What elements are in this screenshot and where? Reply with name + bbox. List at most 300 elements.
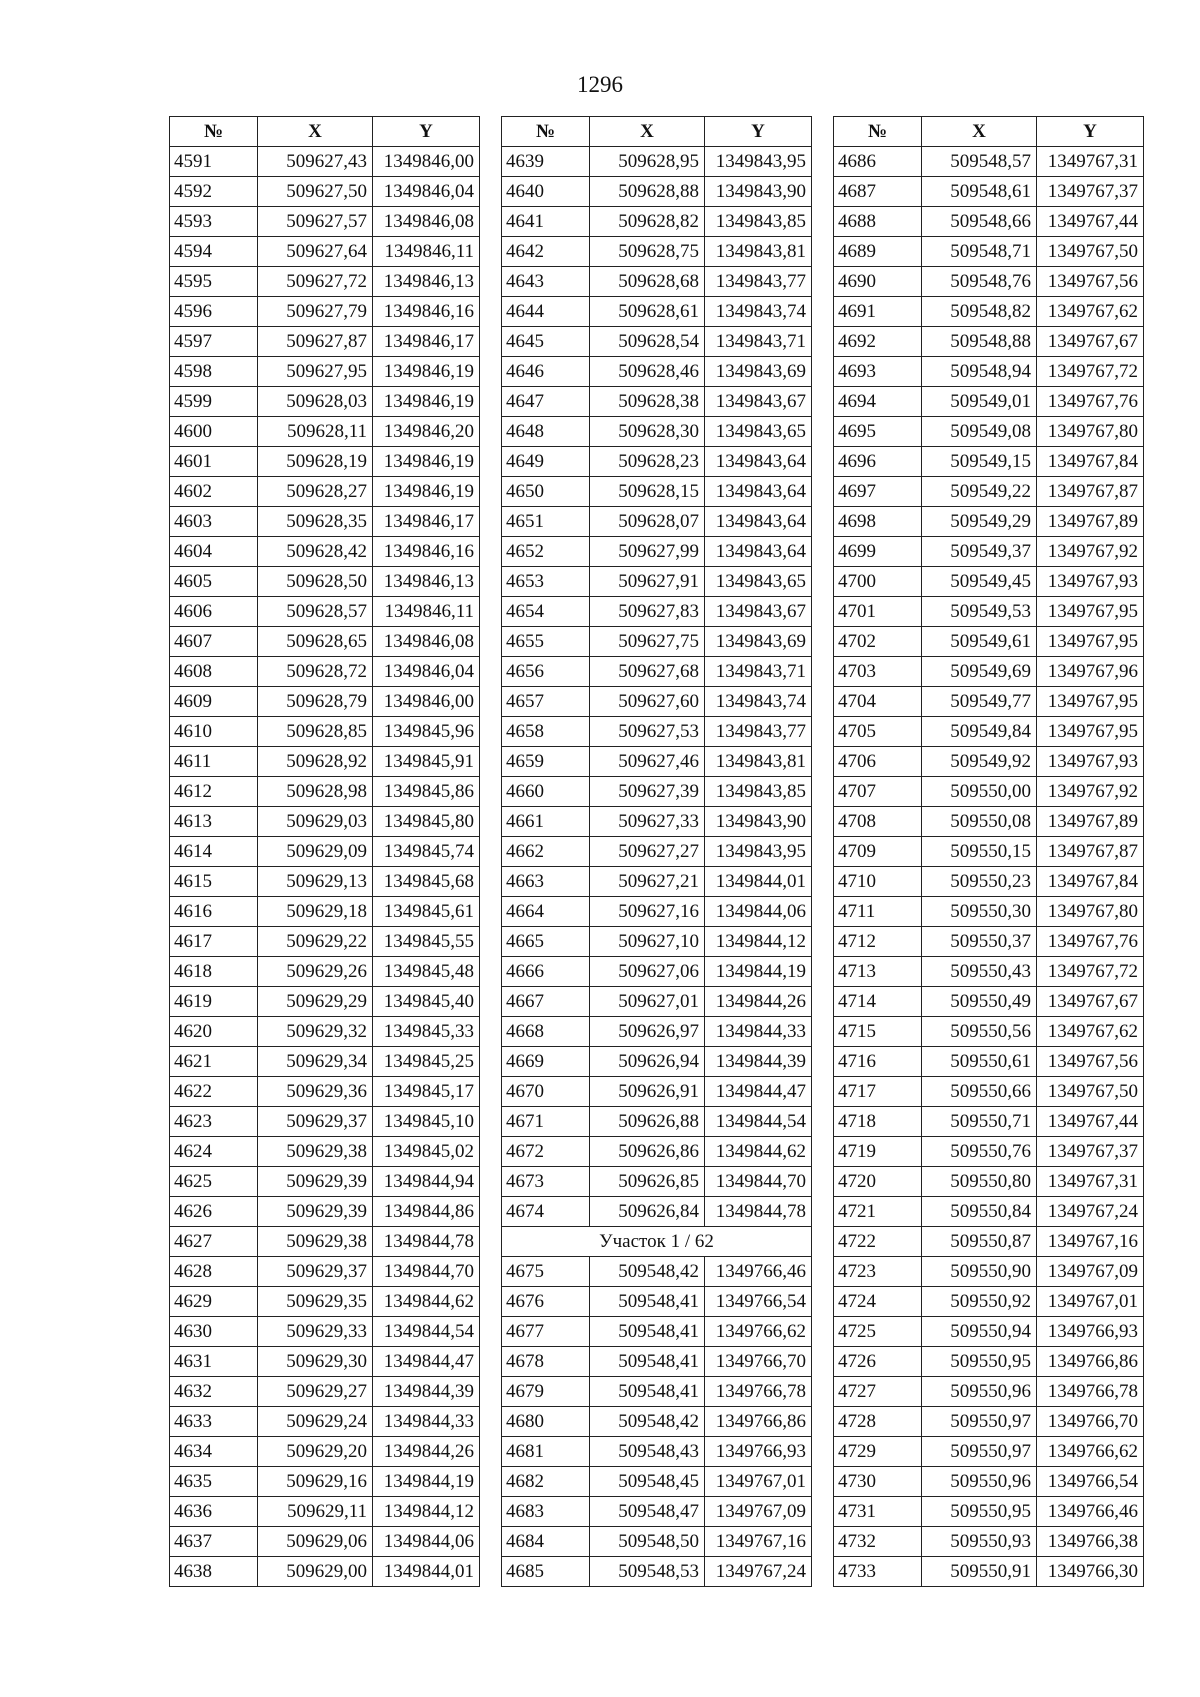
table-row xyxy=(170,1047,480,1077)
y-coordinate-cell: 1349767,93 xyxy=(1037,747,1144,777)
point-number-cell: 4667 xyxy=(502,987,590,1017)
point-number-cell: 4659 xyxy=(502,747,590,777)
point-number-cell: 4723 xyxy=(834,1257,922,1287)
point-number-cell: 4646 xyxy=(502,357,590,387)
table-row xyxy=(502,1197,812,1227)
table-row xyxy=(834,1047,1144,1077)
y-coordinate-cell: 1349767,76 xyxy=(1037,927,1144,957)
y-coordinate-cell: 1349845,91 xyxy=(373,747,480,777)
x-coordinate-cell: 509549,92 xyxy=(922,747,1037,777)
point-number-cell: 4722 xyxy=(834,1227,922,1257)
point-number-cell: 4609 xyxy=(170,687,258,717)
coordinates-table-1 xyxy=(169,116,480,1587)
y-coordinate-cell: 1349844,06 xyxy=(373,1527,480,1557)
y-coordinate-cell: 1349767,67 xyxy=(1037,987,1144,1017)
x-coordinate-cell: 509550,71 xyxy=(922,1107,1037,1137)
point-number-cell: 4669 xyxy=(502,1047,590,1077)
table-row xyxy=(170,717,480,747)
point-number-cell: 4683 xyxy=(502,1497,590,1527)
y-coordinate-cell: 1349767,87 xyxy=(1037,477,1144,507)
x-coordinate-cell: 509628,35 xyxy=(258,507,373,537)
x-coordinate-cell: 509628,61 xyxy=(590,297,705,327)
point-number-cell: 4649 xyxy=(502,447,590,477)
point-number-cell: 4677 xyxy=(502,1317,590,1347)
x-coordinate-cell: 509627,60 xyxy=(590,687,705,717)
y-coordinate-cell: 1349844,12 xyxy=(373,1497,480,1527)
x-coordinate-cell: 509627,68 xyxy=(590,657,705,687)
x-coordinate-cell: 509628,03 xyxy=(258,387,373,417)
point-number-cell: 4664 xyxy=(502,897,590,927)
point-number-cell: 4658 xyxy=(502,717,590,747)
point-number-cell: 4620 xyxy=(170,1017,258,1047)
x-coordinate-cell: 509628,15 xyxy=(590,477,705,507)
y-coordinate-cell: 1349845,61 xyxy=(373,897,480,927)
y-coordinate-cell: 1349766,62 xyxy=(1037,1437,1144,1467)
table-row xyxy=(502,1137,812,1167)
y-coordinate-cell: 1349844,01 xyxy=(373,1557,480,1587)
point-number-cell: 4604 xyxy=(170,537,258,567)
y-coordinate-cell: 1349846,19 xyxy=(373,357,480,387)
table-row xyxy=(170,1347,480,1377)
coordinates-table-3 xyxy=(833,116,1144,1587)
table-row xyxy=(170,1317,480,1347)
x-coordinate-cell: 509629,38 xyxy=(258,1137,373,1167)
point-number-cell: 4637 xyxy=(170,1527,258,1557)
table-row xyxy=(502,267,812,297)
y-coordinate-cell: 1349844,70 xyxy=(705,1167,812,1197)
table-row xyxy=(502,867,812,897)
x-coordinate-cell: 509628,57 xyxy=(258,597,373,627)
table-row xyxy=(502,657,812,687)
x-coordinate-cell: 509628,79 xyxy=(258,687,373,717)
point-number-cell: 4675 xyxy=(502,1257,590,1287)
point-number-cell: 4680 xyxy=(502,1407,590,1437)
table-row xyxy=(834,1197,1144,1227)
y-coordinate-cell: 1349766,54 xyxy=(1037,1467,1144,1497)
table-row xyxy=(502,597,812,627)
y-coordinate-cell: 1349766,46 xyxy=(1037,1497,1144,1527)
table-row xyxy=(170,267,480,297)
table-row xyxy=(834,297,1144,327)
y-coordinate-cell: 1349844,47 xyxy=(373,1347,480,1377)
y-coordinate-cell: 1349767,95 xyxy=(1037,687,1144,717)
y-coordinate-cell: 1349844,39 xyxy=(373,1377,480,1407)
table-body xyxy=(170,147,480,1587)
section-row xyxy=(502,1227,812,1257)
point-number-cell: 4732 xyxy=(834,1527,922,1557)
y-coordinate-cell: 1349843,90 xyxy=(705,177,812,207)
x-coordinate-cell: 509628,88 xyxy=(590,177,705,207)
x-coordinate-cell: 509626,86 xyxy=(590,1137,705,1167)
x-coordinate-cell: 509629,24 xyxy=(258,1407,373,1437)
point-number-cell: 4624 xyxy=(170,1137,258,1167)
y-coordinate-cell: 1349767,62 xyxy=(1037,297,1144,327)
x-coordinate-cell: 509548,47 xyxy=(590,1497,705,1527)
table-row xyxy=(170,537,480,567)
column-header-x: X xyxy=(258,117,373,147)
point-number-cell: 4607 xyxy=(170,627,258,657)
y-coordinate-cell: 1349767,09 xyxy=(1037,1257,1144,1287)
y-coordinate-cell: 1349846,13 xyxy=(373,267,480,297)
y-coordinate-cell: 1349845,33 xyxy=(373,1017,480,1047)
y-coordinate-cell: 1349843,64 xyxy=(705,447,812,477)
table-row xyxy=(502,1407,812,1437)
y-coordinate-cell: 1349845,80 xyxy=(373,807,480,837)
x-coordinate-cell: 509629,37 xyxy=(258,1257,373,1287)
point-number-cell: 4698 xyxy=(834,507,922,537)
point-number-cell: 4681 xyxy=(502,1437,590,1467)
y-coordinate-cell: 1349766,78 xyxy=(705,1377,812,1407)
x-coordinate-cell: 509549,15 xyxy=(922,447,1037,477)
y-coordinate-cell: 1349843,77 xyxy=(705,717,812,747)
x-coordinate-cell: 509548,94 xyxy=(922,357,1037,387)
point-number-cell: 4644 xyxy=(502,297,590,327)
x-coordinate-cell: 509549,77 xyxy=(922,687,1037,717)
point-number-cell: 4656 xyxy=(502,657,590,687)
x-coordinate-cell: 509627,43 xyxy=(258,147,373,177)
table-row xyxy=(502,717,812,747)
table-row xyxy=(834,1497,1144,1527)
x-coordinate-cell: 509626,84 xyxy=(590,1197,705,1227)
table-row xyxy=(834,1227,1144,1257)
table-row xyxy=(834,717,1144,747)
point-number-cell: 4603 xyxy=(170,507,258,537)
table-row xyxy=(502,357,812,387)
point-number-cell: 4597 xyxy=(170,327,258,357)
y-coordinate-cell: 1349767,50 xyxy=(1037,1077,1144,1107)
y-coordinate-cell: 1349846,19 xyxy=(373,447,480,477)
table-row xyxy=(834,897,1144,927)
point-number-cell: 4605 xyxy=(170,567,258,597)
y-coordinate-cell: 1349767,92 xyxy=(1037,537,1144,567)
table-row xyxy=(170,777,480,807)
y-coordinate-cell: 1349844,54 xyxy=(373,1317,480,1347)
x-coordinate-cell: 509549,45 xyxy=(922,567,1037,597)
table-row xyxy=(502,207,812,237)
x-coordinate-cell: 509550,97 xyxy=(922,1407,1037,1437)
table-row xyxy=(502,627,812,657)
x-coordinate-cell: 509629,13 xyxy=(258,867,373,897)
point-number-cell: 4687 xyxy=(834,177,922,207)
point-number-cell: 4708 xyxy=(834,807,922,837)
table-row xyxy=(834,537,1144,567)
y-coordinate-cell: 1349843,95 xyxy=(705,837,812,867)
x-coordinate-cell: 509629,03 xyxy=(258,807,373,837)
table-row xyxy=(834,927,1144,957)
x-coordinate-cell: 509550,15 xyxy=(922,837,1037,867)
y-coordinate-cell: 1349844,78 xyxy=(373,1227,480,1257)
x-coordinate-cell: 509627,87 xyxy=(258,327,373,357)
x-coordinate-cell: 509550,87 xyxy=(922,1227,1037,1257)
point-number-cell: 4655 xyxy=(502,627,590,657)
x-coordinate-cell: 509627,99 xyxy=(590,537,705,567)
point-number-cell: 4710 xyxy=(834,867,922,897)
x-coordinate-cell: 509549,29 xyxy=(922,507,1037,537)
y-coordinate-cell: 1349767,67 xyxy=(1037,327,1144,357)
y-coordinate-cell: 1349767,80 xyxy=(1037,417,1144,447)
x-coordinate-cell: 509550,95 xyxy=(922,1347,1037,1377)
x-coordinate-cell: 509627,33 xyxy=(590,807,705,837)
point-number-cell: 4674 xyxy=(502,1197,590,1227)
point-number-cell: 4689 xyxy=(834,237,922,267)
table-row xyxy=(502,837,812,867)
x-coordinate-cell: 509548,42 xyxy=(590,1407,705,1437)
point-number-cell: 4724 xyxy=(834,1287,922,1317)
y-coordinate-cell: 1349846,00 xyxy=(373,147,480,177)
x-coordinate-cell: 509550,30 xyxy=(922,897,1037,927)
table-row xyxy=(170,1437,480,1467)
y-coordinate-cell: 1349846,16 xyxy=(373,537,480,567)
x-coordinate-cell: 509626,91 xyxy=(590,1077,705,1107)
x-coordinate-cell: 509627,16 xyxy=(590,897,705,927)
y-coordinate-cell: 1349846,08 xyxy=(373,627,480,657)
y-coordinate-cell: 1349767,96 xyxy=(1037,657,1144,687)
table-body xyxy=(834,147,1144,1587)
x-coordinate-cell: 509550,90 xyxy=(922,1257,1037,1287)
table-row xyxy=(502,897,812,927)
x-coordinate-cell: 509627,01 xyxy=(590,987,705,1017)
x-coordinate-cell: 509627,06 xyxy=(590,957,705,987)
table-row xyxy=(502,237,812,267)
table-row xyxy=(502,387,812,417)
point-number-cell: 4614 xyxy=(170,837,258,867)
x-coordinate-cell: 509627,75 xyxy=(590,627,705,657)
x-coordinate-cell: 509628,75 xyxy=(590,237,705,267)
point-number-cell: 4704 xyxy=(834,687,922,717)
table-row xyxy=(502,1467,812,1497)
table-row xyxy=(834,1017,1144,1047)
table-row xyxy=(834,357,1144,387)
y-coordinate-cell: 1349843,71 xyxy=(705,657,812,687)
table-row xyxy=(834,1257,1144,1287)
x-coordinate-cell: 509628,11 xyxy=(258,417,373,447)
x-coordinate-cell: 509549,69 xyxy=(922,657,1037,687)
table-row xyxy=(502,477,812,507)
x-coordinate-cell: 509629,34 xyxy=(258,1047,373,1077)
y-coordinate-cell: 1349843,77 xyxy=(705,267,812,297)
x-coordinate-cell: 509629,11 xyxy=(258,1497,373,1527)
x-coordinate-cell: 509629,20 xyxy=(258,1437,373,1467)
point-number-cell: 4617 xyxy=(170,927,258,957)
y-coordinate-cell: 1349843,85 xyxy=(705,777,812,807)
point-number-cell: 4685 xyxy=(502,1557,590,1587)
table-row xyxy=(834,147,1144,177)
y-coordinate-cell: 1349766,70 xyxy=(1037,1407,1144,1437)
table-row xyxy=(834,567,1144,597)
x-coordinate-cell: 509548,41 xyxy=(590,1347,705,1377)
point-number-cell: 4686 xyxy=(834,147,922,177)
x-coordinate-cell: 509629,27 xyxy=(258,1377,373,1407)
column-header-number: № xyxy=(834,117,922,147)
y-coordinate-cell: 1349843,67 xyxy=(705,387,812,417)
y-coordinate-cell: 1349766,62 xyxy=(705,1317,812,1347)
x-coordinate-cell: 509629,06 xyxy=(258,1527,373,1557)
x-coordinate-cell: 509548,61 xyxy=(922,177,1037,207)
point-number-cell: 4694 xyxy=(834,387,922,417)
y-coordinate-cell: 1349845,02 xyxy=(373,1137,480,1167)
y-coordinate-cell: 1349767,24 xyxy=(1037,1197,1144,1227)
y-coordinate-cell: 1349846,20 xyxy=(373,417,480,447)
point-number-cell: 4613 xyxy=(170,807,258,837)
table-header-row xyxy=(502,117,812,147)
table-row xyxy=(502,1257,812,1287)
table-row xyxy=(170,1557,480,1587)
table-row xyxy=(170,417,480,447)
y-coordinate-cell: 1349844,54 xyxy=(705,1107,812,1137)
table-row xyxy=(502,1527,812,1557)
x-coordinate-cell: 509548,41 xyxy=(590,1377,705,1407)
column-header-number: № xyxy=(170,117,258,147)
x-coordinate-cell: 509550,93 xyxy=(922,1527,1037,1557)
point-number-cell: 4703 xyxy=(834,657,922,687)
table-row xyxy=(834,1467,1144,1497)
point-number-cell: 4691 xyxy=(834,297,922,327)
y-coordinate-cell: 1349843,85 xyxy=(705,207,812,237)
x-coordinate-cell: 509627,91 xyxy=(590,567,705,597)
table-row xyxy=(834,1557,1144,1587)
column-header-x: X xyxy=(590,117,705,147)
table-row xyxy=(502,417,812,447)
x-coordinate-cell: 509629,36 xyxy=(258,1077,373,1107)
point-number-cell: 4684 xyxy=(502,1527,590,1557)
point-number-cell: 4635 xyxy=(170,1467,258,1497)
point-number-cell: 4716 xyxy=(834,1047,922,1077)
x-coordinate-cell: 509626,97 xyxy=(590,1017,705,1047)
y-coordinate-cell: 1349767,87 xyxy=(1037,837,1144,867)
y-coordinate-cell: 1349846,17 xyxy=(373,507,480,537)
y-coordinate-cell: 1349845,96 xyxy=(373,717,480,747)
table-row xyxy=(834,597,1144,627)
table-row xyxy=(502,507,812,537)
x-coordinate-cell: 509550,37 xyxy=(922,927,1037,957)
table-row xyxy=(170,1407,480,1437)
table-row xyxy=(170,207,480,237)
x-coordinate-cell: 509627,83 xyxy=(590,597,705,627)
y-coordinate-cell: 1349843,71 xyxy=(705,327,812,357)
x-coordinate-cell: 509550,76 xyxy=(922,1137,1037,1167)
y-coordinate-cell: 1349846,04 xyxy=(373,177,480,207)
table-row xyxy=(834,1347,1144,1377)
y-coordinate-cell: 1349844,70 xyxy=(373,1257,480,1287)
table-row xyxy=(170,1527,480,1557)
page-number: 1296 xyxy=(577,72,623,97)
x-coordinate-cell: 509548,66 xyxy=(922,207,1037,237)
x-coordinate-cell: 509627,39 xyxy=(590,777,705,807)
y-coordinate-cell: 1349844,01 xyxy=(705,867,812,897)
table-body xyxy=(502,147,812,1587)
x-coordinate-cell: 509628,68 xyxy=(590,267,705,297)
x-coordinate-cell: 509628,23 xyxy=(590,447,705,477)
point-number-cell: 4598 xyxy=(170,357,258,387)
y-coordinate-cell: 1349846,11 xyxy=(373,597,480,627)
x-coordinate-cell: 509629,39 xyxy=(258,1167,373,1197)
x-coordinate-cell: 509550,84 xyxy=(922,1197,1037,1227)
point-number-cell: 4618 xyxy=(170,957,258,987)
point-number-cell: 4627 xyxy=(170,1227,258,1257)
point-number-cell: 4727 xyxy=(834,1377,922,1407)
point-number-cell: 4676 xyxy=(502,1287,590,1317)
table-row xyxy=(502,177,812,207)
table-row xyxy=(170,627,480,657)
table-row xyxy=(834,1407,1144,1437)
table-row xyxy=(834,387,1144,417)
point-number-cell: 4653 xyxy=(502,567,590,597)
y-coordinate-cell: 1349766,86 xyxy=(1037,1347,1144,1377)
x-coordinate-cell: 509550,94 xyxy=(922,1317,1037,1347)
point-number-cell: 4660 xyxy=(502,777,590,807)
point-number-cell: 4705 xyxy=(834,717,922,747)
y-coordinate-cell: 1349767,95 xyxy=(1037,627,1144,657)
point-number-cell: 4688 xyxy=(834,207,922,237)
y-coordinate-cell: 1349767,01 xyxy=(1037,1287,1144,1317)
table-row xyxy=(834,747,1144,777)
table-header-row xyxy=(834,117,1144,147)
x-coordinate-cell: 509628,72 xyxy=(258,657,373,687)
point-number-cell: 4599 xyxy=(170,387,258,417)
y-coordinate-cell: 1349767,89 xyxy=(1037,807,1144,837)
table-row xyxy=(834,1287,1144,1317)
point-number-cell: 4673 xyxy=(502,1167,590,1197)
table-row xyxy=(834,987,1144,1017)
x-coordinate-cell: 509627,10 xyxy=(590,927,705,957)
y-coordinate-cell: 1349844,78 xyxy=(705,1197,812,1227)
point-number-cell: 4626 xyxy=(170,1197,258,1227)
x-coordinate-cell: 509549,22 xyxy=(922,477,1037,507)
point-number-cell: 4611 xyxy=(170,747,258,777)
point-number-cell: 4678 xyxy=(502,1347,590,1377)
x-coordinate-cell: 509629,37 xyxy=(258,1107,373,1137)
table-row xyxy=(170,237,480,267)
x-coordinate-cell: 509549,61 xyxy=(922,627,1037,657)
x-coordinate-cell: 509549,01 xyxy=(922,387,1037,417)
x-coordinate-cell: 509628,38 xyxy=(590,387,705,417)
x-coordinate-cell: 509550,80 xyxy=(922,1167,1037,1197)
table-row xyxy=(834,1377,1144,1407)
x-coordinate-cell: 509548,76 xyxy=(922,267,1037,297)
point-number-cell: 4726 xyxy=(834,1347,922,1377)
table-row xyxy=(502,1347,812,1377)
y-coordinate-cell: 1349767,09 xyxy=(705,1497,812,1527)
column-header-y: Y xyxy=(1037,117,1144,147)
table-row xyxy=(502,987,812,1017)
point-number-cell: 4616 xyxy=(170,897,258,927)
table-row xyxy=(834,1077,1144,1107)
point-number-cell: 4711 xyxy=(834,897,922,927)
table-row xyxy=(502,957,812,987)
table-row xyxy=(834,1137,1144,1167)
table-row xyxy=(834,867,1144,897)
x-coordinate-cell: 509550,97 xyxy=(922,1437,1037,1467)
point-number-cell: 4697 xyxy=(834,477,922,507)
point-number-cell: 4730 xyxy=(834,1467,922,1497)
y-coordinate-cell: 1349843,64 xyxy=(705,477,812,507)
x-coordinate-cell: 509629,33 xyxy=(258,1317,373,1347)
y-coordinate-cell: 1349845,86 xyxy=(373,777,480,807)
table-row xyxy=(502,807,812,837)
y-coordinate-cell: 1349843,90 xyxy=(705,807,812,837)
table-row xyxy=(170,657,480,687)
point-number-cell: 4706 xyxy=(834,747,922,777)
x-coordinate-cell: 509550,91 xyxy=(922,1557,1037,1587)
x-coordinate-cell: 509627,27 xyxy=(590,837,705,867)
x-coordinate-cell: 509629,16 xyxy=(258,1467,373,1497)
table-row xyxy=(502,1077,812,1107)
y-coordinate-cell: 1349767,95 xyxy=(1037,717,1144,747)
y-coordinate-cell: 1349846,11 xyxy=(373,237,480,267)
x-coordinate-cell: 509549,37 xyxy=(922,537,1037,567)
y-coordinate-cell: 1349845,25 xyxy=(373,1047,480,1077)
table-row xyxy=(502,1017,812,1047)
